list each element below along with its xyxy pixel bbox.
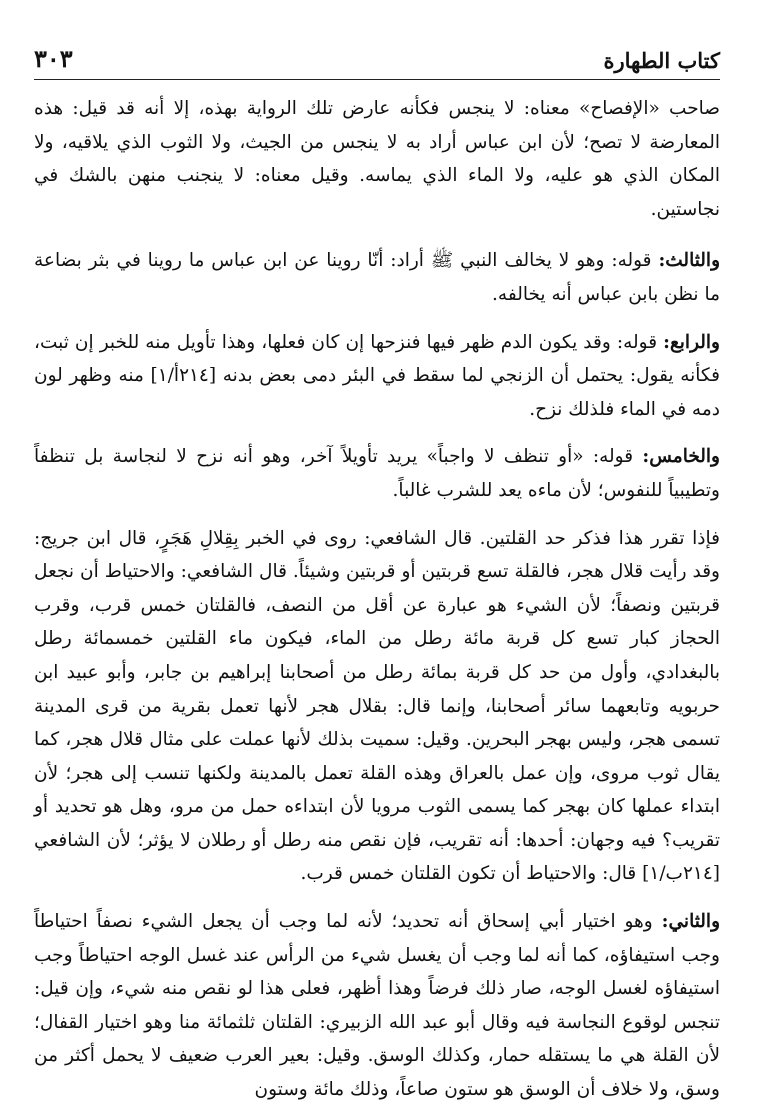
paragraph-text: قوله: وقد يكون الدم ظهر فيها فنزحها إن كان فعلها، وهذا تأويل منه للخبر إن ثبت، فكأنه يقول: يحتمل أن الزنجي لما سقط في البئر دمى بعض بدنه [٢١٤أ/١] منه وظهر لون دمه في الماء فلذلك نزح. bbox=[34, 331, 720, 420]
paragraph bbox=[34, 244, 720, 311]
running-title: كتاب الطهارة bbox=[603, 48, 720, 73]
paragraph-text: وهو اختيار أبي إسحاق أنه تحديد؛ لأنه لما وجب أن يجعل الشيء نصفاً احتياطاً وجب استيفاؤه، كما أنه لما وجب أن يغسل شيء من الرأس عند غسل الوجه احتياطاً وجب استيفاؤه لغسل الوجه، صار ذلك فرضاً وهذا أظهر، فعلى هذا لو نقص منه شيء، وإن قيل: تنجس لوقوع النجاسة فيه وقال أبو عبد الله الزبيري: القلتان ثلثمائة منا وهو اختيار القفال؛ لأن القلة هي ما يستقله حمار، وكذلك الوسق. وقيل: بعير العرب ضعيف لا يحمل أكثر من وسق، ولا خلاف أن الوسق هو ستون صاعاً، وذلك مائة وستون bbox=[34, 911, 720, 1101]
paragraph bbox=[34, 326, 720, 427]
paragraph-text: فإذا تقرر هذا فذكر حد القلتين. قال الشافعي: روى في الخبر بِقِلالِ هَجَرٍ، قال ابن جريج: وقد رأيت قلال هجر، فالقلة تسع قربتين أو قربتين وشيئاً. قال الشافعي: والاحتياط أن نجعل قربتين ونصفاً؛ لأن الشيء هو عبارة عن أقل من النصف، فالقلتان خمس قرب، وقرب الحجاز كبار تسع كل قربة مائة رطل من الماء، فيكون ماء القلتين خمسمائة رطل بالبغدادي، وأول من حد كل قربة بمائة رطل من أصحابنا إبراهيم بن جابر، وأبو عبيد ابن حربويه وتابعهما سائر أصحابنا، وإنما قال: بقلال هجر لأنها تعمل بقرية من قرى المدينة تسمى هجر، وليس بهجر البحرين. وقيل: سميت بذلك لأنها عملت على مثال قلال هجر، كما يقال ثوب مروى، وإن عمل بالعراق وهذه القلة تعمل بالمدينة ولكنها تنسب إلى هجر؛ لأن ابتداء عملها كان بهجر كما يسمى الثوب مرويا لأن ابتداءه حمل من مرو، وهل هو تحديد أو تقريب؟ فيه وجهان: أحدها: أنه تقريب، فإن نقص منه رطل أو رطلان لا يؤثر؛ لأن الشافعي [٢١٤ب/١] قال: والاحتياط أن تكون القلتان خمس قرب. bbox=[34, 527, 720, 885]
paragraph bbox=[34, 440, 720, 507]
page-body bbox=[34, 92, 720, 1101]
page-number: ٣٠٣ bbox=[34, 44, 73, 73]
page-header bbox=[34, 40, 720, 80]
paragraph-lead: والرابع: bbox=[663, 331, 720, 353]
paragraph-text: صاحب «الإفصاح» معناه: لا ينجس فكأنه عارض تلك الرواية بهذه، إلا أنه قد قيل: هذه المعارضة لا تصح؛ لأن ابن عباس أراد به لا ينجس من الجيث، ولا الثوب الذي يلاقيه، ولا المكان الذي هو عليه، ولا الماء الذي يماسه. وقيل معناه: لا ينجنب منهن بالشك في نجاستين. bbox=[34, 98, 720, 220]
paragraph-lead: والخامس: bbox=[642, 446, 720, 468]
paragraph-lead: والثالث: bbox=[658, 250, 720, 272]
paragraph bbox=[34, 522, 720, 892]
paragraph bbox=[34, 92, 720, 226]
paragraph-text: قوله: «أو تنظف لا واجباً» يريد تأويلاً آخر، وهو أنه نزح لا لنجاسة بل تنظفاً وتطيبياً للنفوس؛ لأن ماءه يعد للشرب غالباً. bbox=[34, 446, 720, 501]
paragraph-lead: والثاني: bbox=[661, 911, 720, 933]
paragraph-text: قوله: وهو لا يخالف النبي ﷺ أراد: أنّا روينا عن ابن عباس ما روينا في بثر بضاعة ما نظن بابن عباس أنه يخالفه. bbox=[34, 250, 720, 305]
paragraph bbox=[34, 905, 720, 1107]
